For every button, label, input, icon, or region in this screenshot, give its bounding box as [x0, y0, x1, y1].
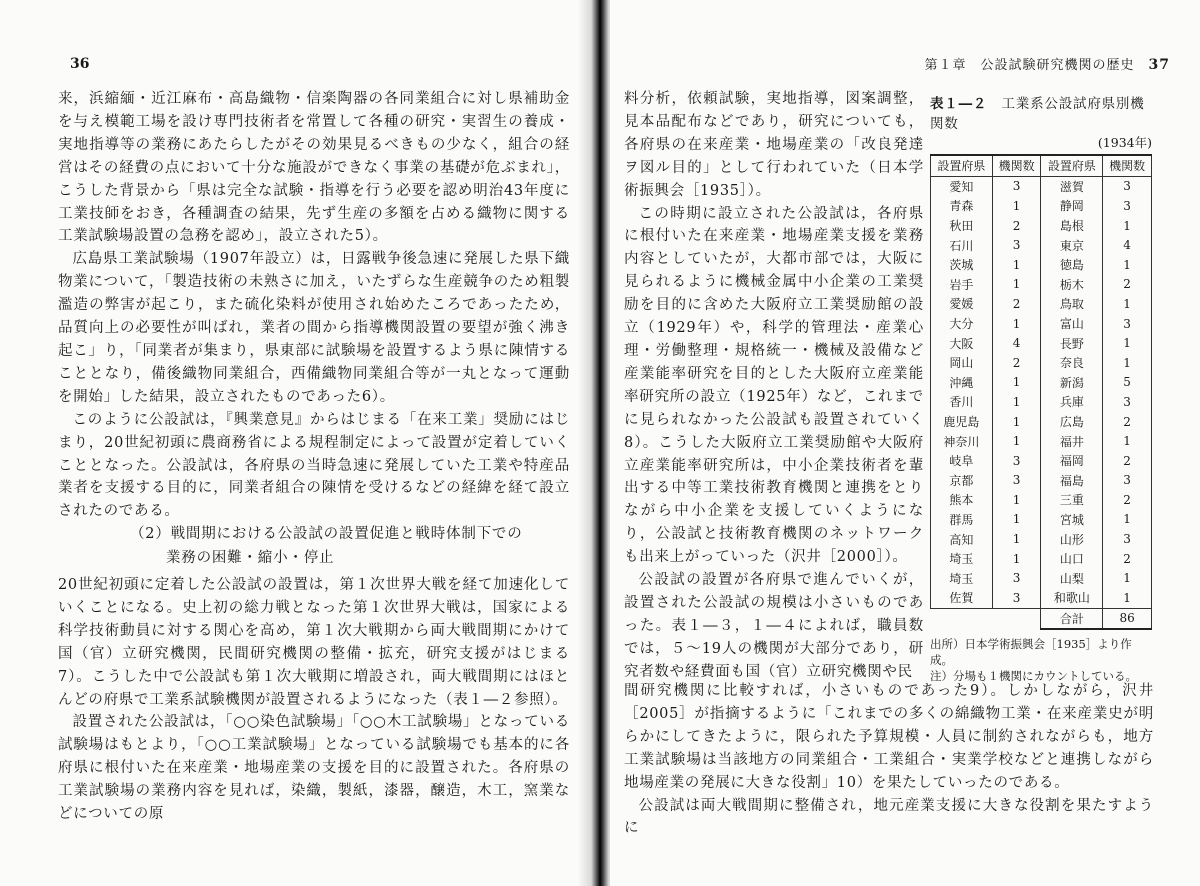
count-cell: 1 [992, 314, 1041, 334]
table-row [931, 471, 1152, 491]
page-number-left: 36 [70, 56, 90, 72]
count-cell: 1 [992, 255, 1041, 275]
count-cell: 1 [992, 431, 1041, 451]
prefecture-table [930, 154, 1152, 630]
prefecture-cell: 群馬 [931, 510, 993, 530]
table-number: 表１―２ [930, 96, 988, 112]
prefecture-cell: 宮城 [1041, 510, 1103, 530]
count-cell: 2 [992, 353, 1041, 373]
count-cell: 2 [992, 216, 1041, 236]
prefecture-cell: 福岡 [1041, 451, 1103, 471]
chapter-title: 第１章 公設試験研究機関の歴史 [924, 58, 1135, 73]
count-cell: 3 [992, 235, 1041, 255]
prefecture-cell: 京都 [931, 471, 993, 491]
prefecture-cell: 山梨 [1041, 568, 1103, 588]
count-cell: 4 [1103, 235, 1152, 255]
table-row [931, 235, 1152, 255]
table-row [931, 431, 1152, 451]
prefecture-cell: 山形 [1041, 529, 1103, 549]
table-row [931, 568, 1152, 588]
column-header: 設置府県 [1041, 155, 1103, 176]
paragraph: 広島県工業試験場（1907年設立）は，日露戦争後急速に発展した県下織物業について，「製造技術の未熟さに加え，いたずらな生産競争のため粗製濫造の弊害が起こり，また硫化染料が使用され始めたころであったため，品質向上の必要性が叫ばれ，業者の間から指導機関設置の要望が強く沸き起こ」り，「同業者が集まり，県東部に試験場を設置するよう県に陳情することとなり，備後織物同業組合，西備織物同業組合等が一丸となって運動を開始」した結果，設立されたものであった6）。 [58, 251, 570, 405]
column-header: 機関数 [1103, 155, 1152, 176]
prefecture-cell: 三重 [1041, 490, 1103, 510]
count-cell: 1 [992, 529, 1041, 549]
paragraph: この時期に設立された公設試は，各府県に根付いた在来産業・地場産業支援を業務内容としていたが，大都市部では，大阪に見られるように機械金属中小企業の工業奨励を目的に含めた大阪府立工業奨励館の設立（1929年）や，科学的管理法・産業心理・労働整理・規格統一・機械及設備など産業能率研究を目的とした大阪府立産業能率研究所の設立（1925年）など，これまでに見られなかった公設試も設置されていく8）。こうした大阪府立工業奨励館や大阪府立産業能率研究所は，中小企業技術者を輩出する中等工業技術教育機関と連携をとりながら中小企業を支援していくようになり，公設試と技術教育機関のネットワークも出来上がっていった（沢井［2000］）。 [624, 205, 924, 566]
count-cell: 3 [992, 568, 1041, 588]
table-row [931, 392, 1152, 412]
right-page [610, 0, 1200, 886]
count-cell: 1 [1103, 353, 1152, 373]
count-cell: 2 [992, 294, 1041, 314]
count-cell: 2 [1103, 451, 1152, 471]
table-row [931, 294, 1152, 314]
prefecture-cell: 青森 [931, 196, 993, 216]
prefecture-cell: 福島 [1041, 471, 1103, 491]
prefecture-cell: 鹿児島 [931, 412, 993, 432]
prefecture-cell: 奈良 [1041, 353, 1103, 373]
count-cell: 1 [1103, 568, 1152, 588]
count-cell: 2 [1103, 549, 1152, 569]
count-cell: 1 [992, 196, 1041, 216]
count-cell: 1 [1103, 333, 1152, 353]
paragraph: 来，浜縮緬・近江麻布・高島織物・信楽陶器の各同業組合に対し県補助金を与え模範工場を設け専門技術者を常置して各種の研究・実習生の養成・実地指導等の業務にあたらしたがその効果見るべきもの少なく，組合の経営はその経費の点において十分な施設ができなく事業の基礎が危ぶまれ」，こうした背景から「県は完全な試験・指導を行う必要を認め明治43年度に工業技師をおき，各種調査の結果，先ず生産の多額を占める織物に関する工業試験場設置の急務を認め」，設立された5）。 [58, 91, 570, 245]
count-cell: 2 [1103, 275, 1152, 295]
count-cell: 2 [1103, 490, 1152, 510]
table-row [931, 333, 1152, 353]
prefecture-cell: 高知 [931, 529, 993, 549]
prefecture-cell: 東京 [1041, 235, 1103, 255]
prefecture-cell: 熊本 [931, 490, 993, 510]
prefecture-cell: 富山 [1041, 314, 1103, 334]
left-body-text-2 [58, 574, 570, 826]
section-heading-line2: 業務の困難・縮小・停止 [166, 550, 335, 566]
count-cell: 3 [1103, 176, 1152, 196]
prefecture-cell: 沖縄 [931, 373, 993, 393]
count-cell: 4 [992, 333, 1041, 353]
table-title-text: 工業系公設試府県別機関数 [930, 96, 1145, 132]
prefecture-cell: 兵庫 [1041, 392, 1103, 412]
section-heading [130, 522, 560, 570]
count-cell: 1 [1103, 510, 1152, 530]
table-row [931, 549, 1152, 569]
table-title [930, 92, 1152, 132]
table-row [931, 255, 1152, 275]
left-body-text-1 [58, 88, 570, 523]
prefecture-cell: 徳島 [1041, 255, 1103, 275]
count-cell: 1 [992, 490, 1041, 510]
prefecture-cell: 静岡 [1041, 196, 1103, 216]
running-head [925, 54, 1171, 73]
prefecture-cell: 栃木 [1041, 275, 1103, 295]
prefecture-cell: 新潟 [1041, 373, 1103, 393]
table-source-note: 出所）日本学術振興会［1935］より作成。 [930, 637, 1132, 668]
total-label: 合計 [1041, 608, 1103, 629]
right-column-text [624, 88, 924, 684]
count-cell: 3 [1103, 392, 1152, 412]
count-cell: 1 [992, 275, 1041, 295]
prefecture-cell: 滋賀 [1041, 176, 1103, 196]
count-cell: 1 [1103, 216, 1152, 236]
prefecture-cell: 佐賀 [931, 588, 993, 608]
count-cell: 1 [1103, 431, 1152, 451]
prefecture-cell: 大阪 [931, 333, 993, 353]
count-cell: 1 [1103, 588, 1152, 608]
count-cell: 1 [992, 549, 1041, 569]
table-header-row [931, 155, 1152, 176]
prefecture-cell: 和歌山 [1041, 588, 1103, 608]
count-cell: 3 [1103, 529, 1152, 549]
prefecture-cell: 山口 [1041, 549, 1103, 569]
prefecture-cell: 岩手 [931, 275, 993, 295]
count-cell: 1 [992, 373, 1041, 393]
table-row [931, 588, 1152, 608]
table-row [931, 314, 1152, 334]
table-1-2 [930, 92, 1152, 684]
table-row [931, 373, 1152, 393]
paragraph: このように公設試は，『興業意見』からはじまる「在来工業」奨励にはじまり，20世紀初頭に農商務省による規程制定によって設置が定着していくこととなった。公設試は，各府県の当時急速に発展していた工業や特産品業者を支援する目的に，同業者組合の陳情を受けるなどの経緯を経て設立されたのである。 [58, 411, 570, 520]
section-heading-line1: （2）戦間期における公設試の設置促進と戦時体制下での [130, 526, 523, 542]
count-cell: 3 [992, 176, 1041, 196]
paragraph: 20世紀初頭に定着した公設試の設置は，第１次世界大戦を経て加速化していくことになる。史上初の総力戦となった第１次世界大戦は，国家による科学技術動員に対する関心を高め，第１次大戦期から両大戦間期にかけて国（官）立研究機関，民間研究機関の整備・拡充，研究支援がはじまる7）。こうした中で公設試も第１次大戦期に増設され，両大戦間期にはほとんどの府県で工業系試験機関が設置されるようになった（表１―２参照）。 [58, 577, 570, 708]
count-cell: 2 [1103, 412, 1152, 432]
total-value: 86 [1103, 608, 1152, 629]
prefecture-cell: 石川 [931, 235, 993, 255]
count-cell: 3 [1103, 314, 1152, 334]
right-body-text [624, 680, 1154, 840]
count-cell: 3 [1103, 196, 1152, 216]
prefecture-cell: 島根 [1041, 216, 1103, 236]
prefecture-cell: 秋田 [931, 216, 993, 236]
table-row [931, 490, 1152, 510]
prefecture-cell: 広島 [1041, 412, 1103, 432]
table-row [931, 275, 1152, 295]
table-total-row [931, 608, 1152, 629]
count-cell: 1 [992, 412, 1041, 432]
prefecture-cell: 埼玉 [931, 549, 993, 569]
table-row [931, 451, 1152, 471]
prefecture-cell: 長野 [1041, 333, 1103, 353]
table-row [931, 353, 1152, 373]
count-cell: 1 [992, 510, 1041, 530]
prefecture-cell: 愛媛 [931, 294, 993, 314]
prefecture-cell: 埼玉 [931, 568, 993, 588]
column-header: 設置府県 [931, 155, 993, 176]
table-year: (1934年) [1097, 135, 1152, 150]
paragraph: 公設試は両大戦間期に整備され，地元産業支援に大きな役割を果たすように [624, 797, 1154, 837]
left-page [0, 0, 590, 886]
table-row [931, 176, 1152, 196]
count-cell: 3 [992, 588, 1041, 608]
prefecture-cell: 神奈川 [931, 431, 993, 451]
count-cell: 1 [1103, 294, 1152, 314]
count-cell: 1 [1103, 255, 1152, 275]
table-notes [930, 636, 1152, 684]
prefecture-cell: 愛知 [931, 176, 993, 196]
table-row [931, 216, 1152, 236]
table-row [931, 196, 1152, 216]
paragraph: 公設試の設置が各府県で進んでいくが，設置された公設試の規模は小さいものであった。表１―３，１―４によれば，職員数では，５～19人の機関が大部分であり，研究者数や経費面も国（官）立研究機関や民 [624, 572, 924, 680]
prefecture-cell: 香川 [931, 392, 993, 412]
table-row [931, 510, 1152, 530]
prefecture-cell: 大分 [931, 314, 993, 334]
paragraph: 料分析，依頼試験，実地指導，図案調整，見本品配布などであり，研究についても，各府県の在来産業・地場産業の「改良発達ヲ図ル目的」として行われていた（日本学術振興会［1935］）。 [624, 91, 924, 199]
prefecture-cell: 岡山 [931, 353, 993, 373]
prefecture-cell: 鳥取 [1041, 294, 1103, 314]
prefecture-cell: 福井 [1041, 431, 1103, 451]
count-cell: 3 [992, 451, 1041, 471]
prefecture-cell: 茨城 [931, 255, 993, 275]
table-footnote: 注）分場も１機関にカウントしている。 [930, 669, 1137, 684]
column-header: 機関数 [992, 155, 1041, 176]
page-number-right: 37 [1148, 57, 1170, 73]
count-cell: 1 [992, 392, 1041, 412]
table-row [931, 412, 1152, 432]
paragraph: 設置された公設試は，「○○染色試験場」「○○木工試験場」となっている試験場はもとより，「○○工業試験場」となっている試験場でも基本的に各府県に根付いた在来産業・地場産業の支援を目的に設置された。各府県の工業試験場の業務内容を見れば，染織，製紙，漆器，醸造，木工，窯業などについての原 [58, 714, 570, 823]
paragraph: 間研究機関に比較すれば，小さいものであった9）。しかしながら，沢井［2005］が指摘するように「これまでの多くの綿織物工業・在来産業史が明らかにしてきたように，限られた予算規模・人員に制約されながらも，地方工業試験場は当該地方の同業組合・工業組合・実業学校などと連携しながら地場産業の発展に大きな役割」10）を果たしていったのである。 [624, 683, 1154, 791]
count-cell: 3 [992, 471, 1041, 491]
table-row [931, 529, 1152, 549]
count-cell: 5 [1103, 373, 1152, 393]
count-cell: 3 [1103, 471, 1152, 491]
prefecture-cell: 岐阜 [931, 451, 993, 471]
